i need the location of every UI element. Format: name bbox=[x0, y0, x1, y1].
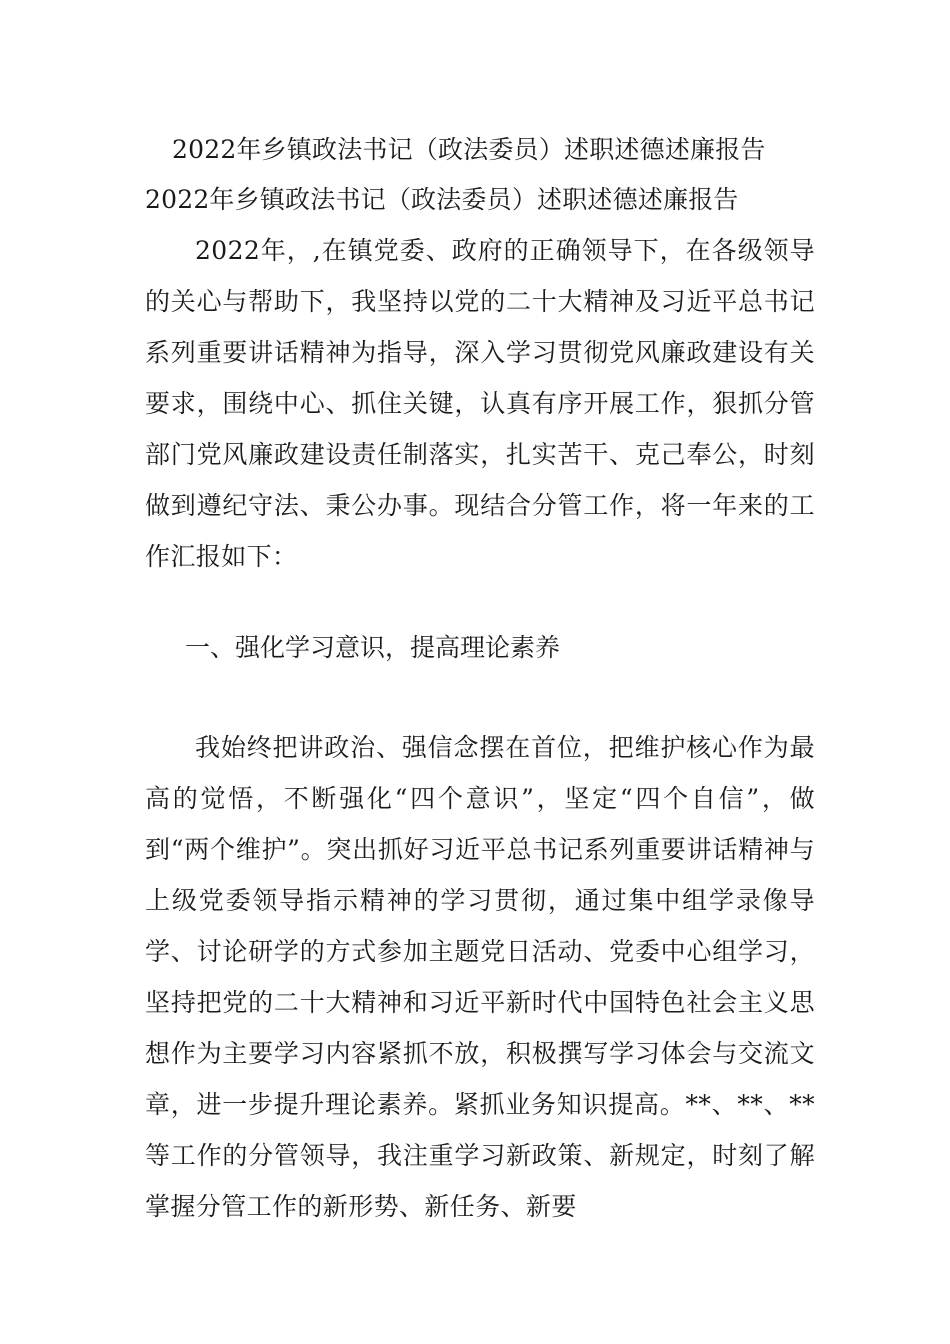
document-title-line-2: 2022年乡镇政法书记（政法委员）述职述德述廉报告 bbox=[145, 185, 739, 214]
intro-paragraph: 2022年，,在镇党委、政府的正确领导下，在各级领导的关心与帮助下，我坚持以党的二十大精神及习近平总书记系列重要讲话精神为指导，深入学习贯彻党风廉政建设有关要求，围绕中心、抓住关键，认真有序开展工作，狠抓分管部门党风廉政建设责任制落实，扎实苦干、克己奉公，时刻做到遵纪守法、秉公办事。现结合分管工作，将一年来的工作汇报如下： bbox=[145, 236, 815, 571]
section-1-paragraph: 我始终把讲政治、强信念摆在首位，把维护核心作为最高的觉悟，不断强化“四个意识”，坚定“四个自信”，做到“两个维护”。突出抓好习近平总书记系列重要讲话精神与上级党委领导指示精神的学习贯彻，通过集中组学录像导学、讨论研学的方式参加主题党日活动、党委中心组学习，坚持把党的二十大精神和习近平新时代中国特色社会主义思想作为主要学习内容紧抓不放，积极撰写学习体会与交流文章，进一步提升理论素养。紧抓业务知识提高。**、**、**等工作的分管领导，我注重学习新政策、新规定，时刻了解掌握分管工作的新形势、新任务、新要 bbox=[145, 733, 815, 1221]
section-1-heading: 一、强化学习意识，提高理论素养 bbox=[185, 633, 561, 662]
document-title-line-1: 2022年乡镇政法书记（政法委员）述职述德述廉报告 bbox=[172, 135, 766, 164]
